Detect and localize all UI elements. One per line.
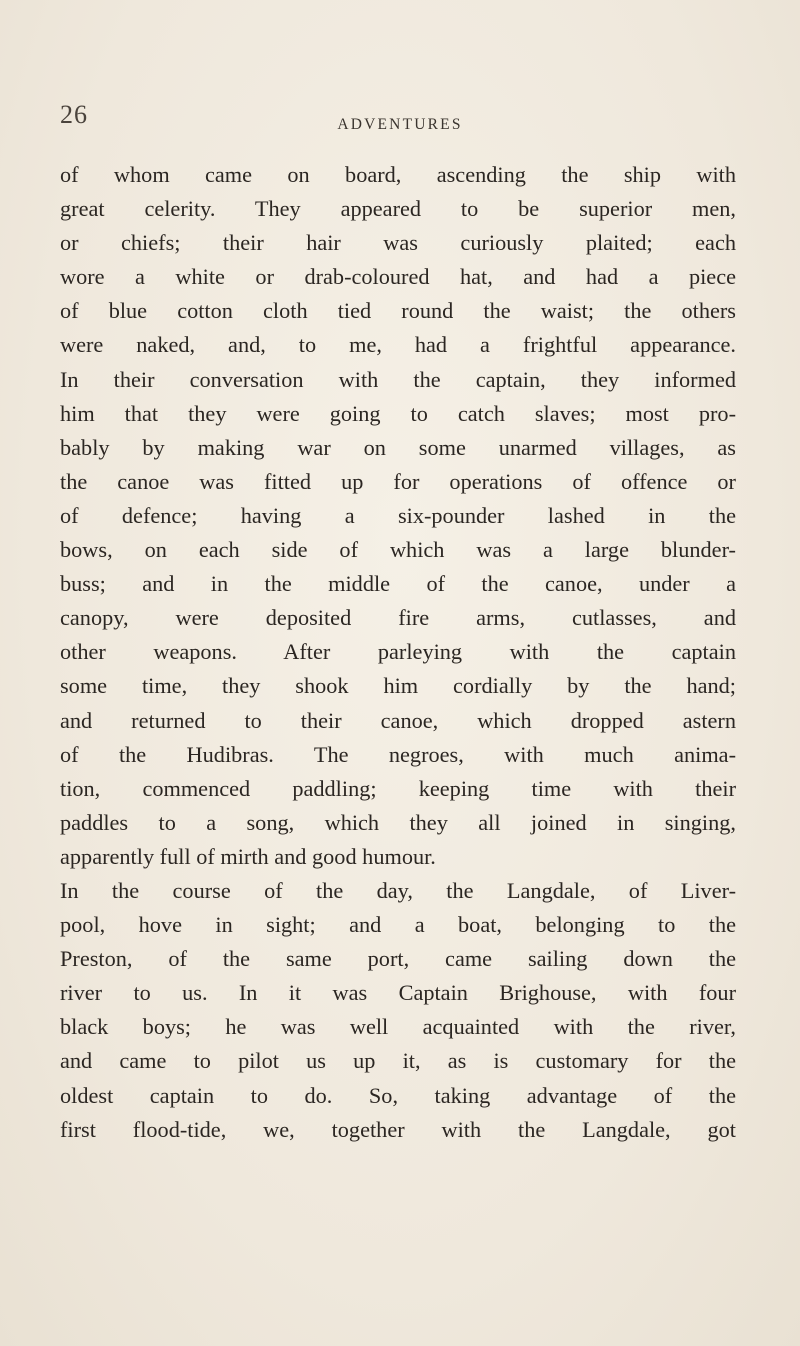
page-number: 26 bbox=[60, 100, 88, 129]
text-line: bows, on each side of which was a large blunder- bbox=[60, 537, 736, 563]
text-line: and came to pilot us up it, as is customary for the bbox=[60, 1048, 736, 1074]
text-line: great celerity. They appeared to be superior men, bbox=[60, 196, 736, 222]
text-line: Preston, of the same port, came sailing down the bbox=[60, 946, 736, 972]
text-line: bably by making war on some unarmed villages, as bbox=[60, 434, 736, 460]
text-line: apparently full of mirth and good humour. bbox=[60, 843, 436, 869]
text-line: In their conversation with the captain, they informed bbox=[60, 366, 736, 392]
text-line: In the course of the day, the Langdale, of Liver- bbox=[60, 877, 736, 903]
text-line: first flood-tide, we, together with the Langdale, got bbox=[60, 1116, 736, 1142]
text-line: wore a white or drab-coloured hat, and had a piece bbox=[60, 264, 736, 290]
text-line: tion, commenced paddling; keeping time with their bbox=[60, 775, 736, 801]
text-line: were naked, and, to me, had a frightful appearance. bbox=[60, 332, 736, 358]
text-line: of blue cotton cloth tied round the waist; the others bbox=[60, 298, 736, 324]
text-line: of whom came on board, ascending the ship with bbox=[60, 162, 736, 187]
text-line: other weapons. After parleying with the captain bbox=[60, 639, 736, 665]
text-line: some time, they shook him cordially by the hand; bbox=[60, 673, 736, 699]
text-line: or chiefs; their hair was curiously plaited; each bbox=[60, 230, 736, 256]
text-line: the canoe was fitted up for operations of offence or bbox=[60, 468, 736, 494]
text-line: black boys; he was well acquainted with the river, bbox=[60, 1014, 736, 1040]
text-line: oldest captain to do. So, taking advantage of the bbox=[60, 1082, 736, 1108]
body-text bbox=[60, 158, 736, 1147]
text-line: buss; and in the middle of the canoe, under a bbox=[60, 571, 736, 597]
text-line: of defence; having a six-pounder lashed in the bbox=[60, 502, 736, 528]
text-line: him that they were going to catch slaves; most pro- bbox=[60, 400, 736, 426]
text-line: paddles to a song, which they all joined in singing, bbox=[60, 809, 736, 835]
text-line: of the Hudibras. The negroes, with much anima- bbox=[60, 741, 736, 767]
text-line: pool, hove in sight; and a boat, belonging to the bbox=[60, 912, 736, 938]
text-line: river to us. In it was Captain Brighouse, with four bbox=[60, 980, 736, 1006]
text-line: canopy, were deposited fire arms, cutlasses, and bbox=[60, 605, 736, 631]
running-head: ADVENTURES bbox=[337, 116, 463, 133]
text-line: and returned to their canoe, which dropped astern bbox=[60, 707, 736, 733]
